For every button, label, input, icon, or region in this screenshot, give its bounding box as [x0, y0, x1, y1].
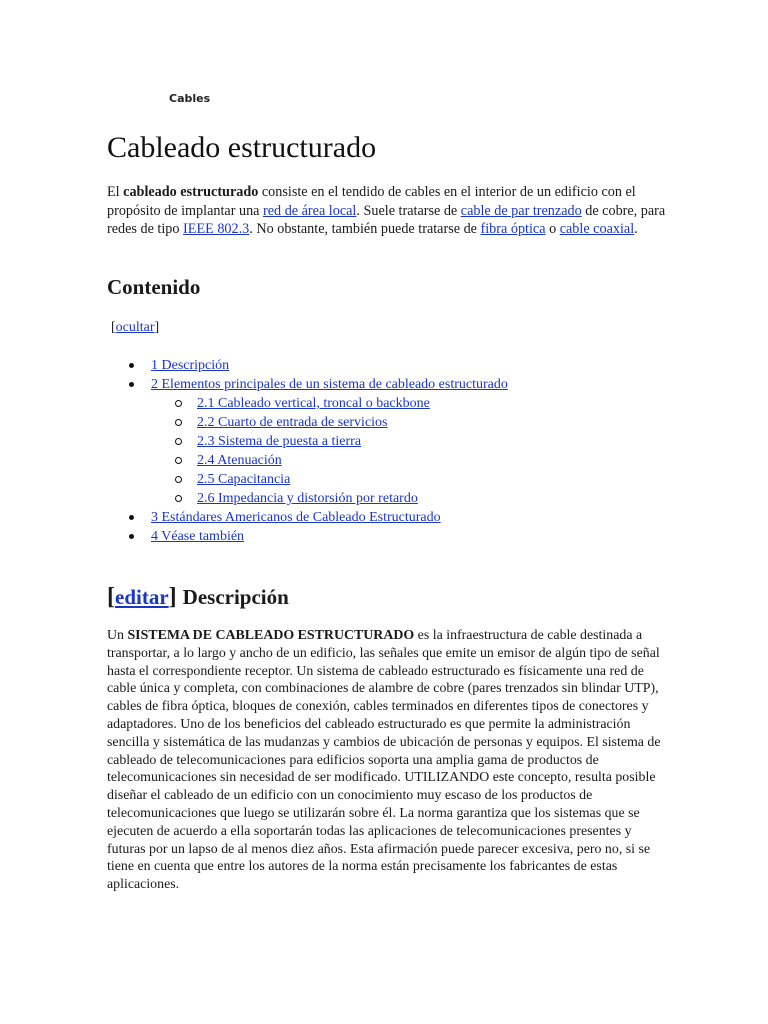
intro-term: cableado estructurado	[123, 184, 259, 200]
toc-list	[107, 356, 508, 546]
toc-link-cuarto-entrada[interactable]: 2.2 Cuarto de entrada de servicios	[197, 415, 388, 430]
toc-toggle	[111, 319, 159, 337]
toc-subitem	[107, 470, 508, 489]
intro-paragraph	[107, 183, 667, 239]
section-title: Descripción	[182, 585, 289, 609]
toc-link-atenuacion[interactable]: 2.4 Atenuación	[197, 453, 282, 468]
toc-subitem	[107, 394, 508, 413]
toc-toggle-bracket: ]	[154, 320, 160, 335]
link-red-area-local[interactable]: red de área local	[263, 202, 357, 219]
intro-text: consiste en el tendido de cables en el interior de un edificio con el propósito de implantar una	[107, 184, 636, 219]
toc-link-vease-tambien[interactable]: 4 Véase también	[151, 529, 245, 544]
link-ieee-802-3[interactable]: IEEE 802.3	[183, 221, 250, 237]
document-label: Cables	[169, 92, 211, 105]
toc-link-cableado-vertical[interactable]: 2.1 Cableado vertical, troncal o backbone	[197, 396, 430, 411]
toc-item	[107, 508, 508, 527]
paragraph-text: es la infraestructura de cable destinada a transportar, a lo largo y ancho de un edificio, las señales que emite un emisor de algún tipo de señal hasta el correspondiente receptor. Un sistema de cableado estructurado es físicamente una red de cable única y completa, con combinaciones de alambre de cobre (pares trenzados sin blindar UTP), cables de fibra óptica, bloques de conexión, cables terminados en diferentes tipos de conectores y adaptadores. Uno de los beneficios del cableado estructurado es que permite la administración sencilla y sistemática de las mudanzas y cambios de ubicación de personas y equipos. El sistema de cableado de telecomunicaciones para edificios soporta una amplia gama de productos de telecomunicaciones sin necesidad de ser modificado. UTILIZANDO este concepto, resulta posible diseñar el cableado de un edificio con un conocimiento muy escaso de los productos de telecomunicaciones que luego se utilizarán sobre él. La norma garantiza que los sistemas que se ejecuten de acuerdo a ella soportarán todas las aplicaciones de telecomunicaciones presentes y futuras por un lapso de al menos diez años. Esta afirmación puede parecer excesiva, pero no, si se tiene en cuenta que entre los autores de la norma están precisamente los fabricantes de estas aplicaciones.	[107, 628, 661, 893]
toc-hide-link[interactable]: ocultar	[115, 320, 155, 335]
paragraph-text: Un	[107, 628, 128, 643]
link-cable-coaxial[interactable]: cable coaxial	[559, 221, 635, 237]
paragraph-term: SISTEMA DE CABLEADO ESTRUCTURADO	[127, 628, 415, 643]
toc-item	[107, 527, 508, 546]
edit-bracket: ]	[168, 584, 177, 610]
toc-link-impedancia[interactable]: 2.6 Impedancia y distorsión por retardo	[197, 491, 418, 506]
toc-toggle-bracket: [	[111, 320, 116, 335]
edit-bracket: [	[107, 584, 115, 610]
intro-text: o	[545, 221, 560, 237]
toc-subitem	[107, 413, 508, 432]
toc-subitem	[107, 432, 508, 451]
section-paragraph	[107, 627, 667, 894]
edit-link[interactable]: editar	[115, 585, 169, 609]
toc-link-capacitancia[interactable]: 2.5 Capacitancia	[197, 472, 291, 487]
intro-text: El	[107, 184, 124, 200]
toc-link-puesta-tierra[interactable]: 2.3 Sistema de puesta a tierra	[197, 434, 362, 449]
toc-item	[107, 375, 508, 394]
toc-item	[107, 356, 508, 375]
toc-link-elementos[interactable]: 2 Elementos principales de un sistema de cableado estructurado	[151, 377, 508, 392]
toc-heading: Contenido	[107, 275, 201, 299]
intro-text: . Suele tratarse de	[356, 202, 461, 219]
toc-link-descripcion[interactable]: 1 Descripción	[151, 358, 230, 373]
toc-link-estandares[interactable]: 3 Estándares Americanos de Cableado Estructurado	[151, 510, 441, 525]
toc-subitem	[107, 451, 508, 470]
toc-subitem	[107, 489, 508, 508]
link-cable-par-trenzado[interactable]: cable de par trenzado	[460, 202, 582, 219]
section-heading	[107, 582, 289, 612]
intro-text: .	[634, 221, 638, 237]
intro-text: de cobre, para redes de tipo	[107, 202, 666, 237]
link-fibra-optica[interactable]: fibra óptica	[480, 221, 546, 237]
article-title: Cableado estructurado	[107, 131, 377, 164]
intro-text: . No obstante, también puede tratarse de	[249, 221, 481, 237]
